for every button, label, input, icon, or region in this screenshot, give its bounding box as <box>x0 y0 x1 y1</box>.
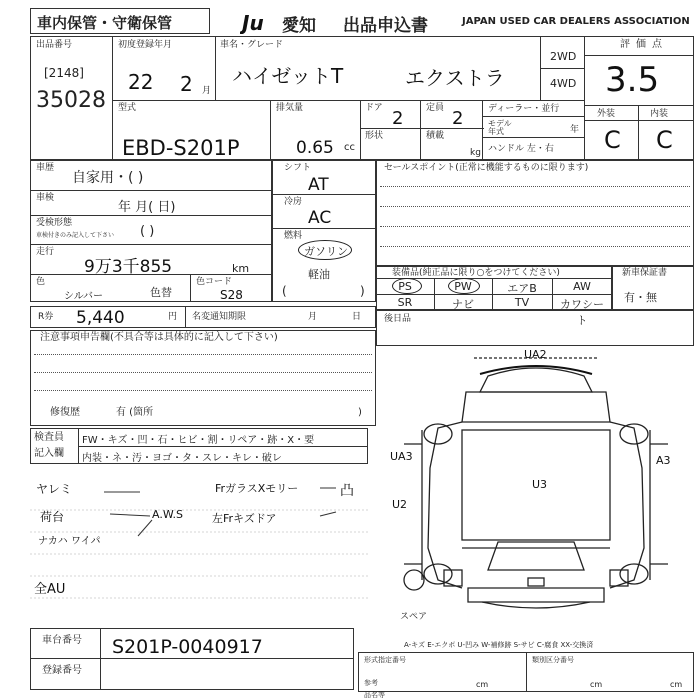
mark-u3: U3 <box>532 478 548 491</box>
mark-ua2: UA2 <box>524 348 547 361</box>
lot-label: 出品番号 <box>36 40 73 50</box>
rating-label: 評価点 <box>620 39 668 50</box>
fuel-diesel: 軽油 <box>308 268 330 281</box>
hw-note3: ナカハ ワイパ <box>38 536 101 547</box>
cm-label-2: cm <box>590 680 603 689</box>
name-change-day: 日 <box>352 312 362 322</box>
equipment-label: 装備品(純正品に限り○をつけてください) <box>392 268 560 278</box>
acceptance-value: ( ) <box>140 224 155 239</box>
fuel-label: 燃料 <box>284 231 303 241</box>
hw-note1: ヤレミ <box>36 482 72 496</box>
acceptance-label: 受検形態 <box>36 218 73 228</box>
fuel-paren-left: ( <box>282 284 287 298</box>
mark-ua3: UA3 <box>390 450 413 463</box>
dealer-line1: ディーラー・並行 <box>488 104 560 114</box>
mark-u2: U2 <box>392 498 408 511</box>
class-num-label: 類別区分番号 <box>532 656 574 664</box>
ac-label: 冷房 <box>284 197 303 207</box>
rating-ext-label: 外装 <box>597 109 616 119</box>
car-grade: エクストラ <box>405 66 505 90</box>
spare-label: スペア <box>400 612 428 622</box>
first-reg-year: 22 <box>128 70 154 94</box>
ps-circle <box>392 278 422 294</box>
misc-label: 品名等 <box>364 691 385 699</box>
recycle-unit: 円 <box>168 312 178 322</box>
fuel-gas: ガソリン <box>304 245 348 258</box>
form-num-label: 形式指定番号 <box>364 656 406 664</box>
doors-value: 2 <box>392 108 404 129</box>
name-label: 車名・グレード <box>220 40 284 50</box>
name-change-label: 名変通知期限 <box>192 312 247 322</box>
cm-label-3: cm <box>670 680 683 689</box>
load-unit: kg <box>470 148 481 158</box>
inspector-row1: FW・キズ・凹・石・ヒビ・割・リペア・跡・X・要 <box>82 435 315 446</box>
registration-label: 登録番号 <box>42 665 82 676</box>
storage-label: 車内保管・守衛保管 <box>37 14 173 32</box>
svg-text:Ju: Ju <box>242 11 264 34</box>
equipment-item: ナビ <box>452 298 474 311</box>
color-label: 色 <box>36 277 46 287</box>
dealer-handle: ハンドル 左・右 <box>488 144 554 154</box>
repair-value: 有 (箇所 <box>116 407 154 418</box>
hw-lines <box>30 472 370 622</box>
equipment-item: PS <box>398 280 412 293</box>
hw-note7: 凸 <box>340 483 354 499</box>
hw-note4: A.W.S <box>152 508 183 521</box>
color-change-label: 色替 <box>150 286 172 299</box>
warranty-label: 新車保証書 <box>622 268 668 278</box>
hw-note8: 全AU <box>34 582 66 597</box>
model-value: EBD-S201P <box>122 136 240 160</box>
inspector-row2: 内装・ネ・汚・ヨゴ・タ・スレ・キレ・破レ <box>82 453 282 464</box>
hw-note6: 左Frキズドア <box>212 512 277 525</box>
mileage-unit: km <box>232 262 250 275</box>
name-change-month: 月 <box>308 312 318 322</box>
damage-legend: A-キズ E-エクボ U-凹み W-補修跡 S-サビ C-腐食 XX-交換済 <box>404 641 594 649</box>
lot-number: 35028 <box>36 88 106 113</box>
equipment-item: AW <box>573 280 591 293</box>
ju-logo <box>240 10 282 34</box>
displacement-label: 排気量 <box>276 103 304 113</box>
first-reg-month: 2 <box>180 72 193 96</box>
inspection-value: 年 月( 日) <box>118 200 176 215</box>
equipment-item: エアB <box>507 282 537 295</box>
equipment-item: カワシート <box>560 298 604 327</box>
cm-label-1: cm <box>476 680 489 689</box>
history-label: 車歴 <box>36 163 55 173</box>
repair-close: ) <box>358 407 362 418</box>
equipment-item: SR <box>397 296 413 309</box>
equipment-item: PW <box>454 280 472 293</box>
rear-box <box>376 310 694 346</box>
mileage-value: 9万3千855 <box>84 257 173 277</box>
chassis-value: S201P-0040917 <box>112 636 263 658</box>
shift-value: AT <box>308 175 329 195</box>
warranty-value: 有・無 <box>624 291 657 304</box>
inspection-label: 車検 <box>36 193 55 203</box>
chassis-label: 車台番号 <box>42 635 82 646</box>
shift-label: シフト <box>284 163 312 173</box>
lot-sub: [2148] <box>44 66 84 80</box>
history-value: 自家用・( ) <box>72 170 144 186</box>
mark-a3: A3 <box>656 454 671 467</box>
displacement-value: 0.65 <box>296 138 334 158</box>
hw-note5: FrガラスXモリー <box>215 482 299 495</box>
rear-label: 後日品 <box>384 314 412 324</box>
inspector-label2: 記入欄 <box>34 448 64 459</box>
dealer-line2: モデル <box>488 119 512 128</box>
form-title: 出品申込書 <box>343 16 428 36</box>
capacity-value: 2 <box>452 108 464 129</box>
rating-int-label: 内装 <box>650 109 669 119</box>
sales-point-box <box>376 160 694 266</box>
car-diagram <box>378 348 694 638</box>
first-reg-label: 初度登録年月 <box>118 40 173 50</box>
ref-label: 参考 <box>364 679 378 687</box>
notes-box <box>30 330 376 426</box>
org-name: 愛知 <box>282 16 316 36</box>
rating-int: C <box>656 126 673 154</box>
color-value: シルバー <box>64 291 104 302</box>
hw-note2: 荷台 <box>40 510 65 524</box>
doors-label: ドア <box>365 103 383 113</box>
inspector-label1: 検査員 <box>34 432 64 443</box>
shape-label: 形状 <box>365 131 384 141</box>
drive-2wd: 2WD <box>550 50 577 63</box>
pw-circle <box>448 278 480 294</box>
ac-value: AC <box>308 208 332 228</box>
model-label: 型式 <box>118 103 137 113</box>
drive-4wd: 4WD <box>550 77 577 90</box>
first-reg-month-unit: 月 <box>202 86 212 96</box>
mileage-label: 走行 <box>36 247 55 257</box>
color-code-value: S28 <box>220 288 243 302</box>
color-code-label: 色コード <box>196 277 233 287</box>
rating-score: 3.5 <box>605 60 660 100</box>
notes-label: 注意事項申告欄(不具合等は具体的に記入して下さい) <box>40 332 278 343</box>
rating-ext: C <box>604 126 621 154</box>
load-label: 積載 <box>426 131 445 141</box>
assoc-name: JAPAN USED CAR DEALERS ASSOCIATION <box>462 16 690 27</box>
recycle-label: R券 <box>38 312 54 322</box>
fuel-paren-right: ) <box>360 284 365 298</box>
displacement-unit: cc <box>344 142 355 153</box>
equipment-item: TV <box>514 296 530 309</box>
capacity-label: 定員 <box>426 103 445 113</box>
car-name: ハイゼットT <box>232 64 344 88</box>
sales-point-label: セールスポイント(正常に機能するものに限ります) <box>384 163 589 173</box>
dealer-year-unit: 年 <box>570 125 580 135</box>
recycle-value: 5,440 <box>76 308 125 328</box>
acceptance-sub: 車検付きのみ記入して下さい <box>36 232 115 239</box>
repair-label: 修復歴 <box>50 407 80 418</box>
dealer-line3: 年式 <box>488 127 504 136</box>
